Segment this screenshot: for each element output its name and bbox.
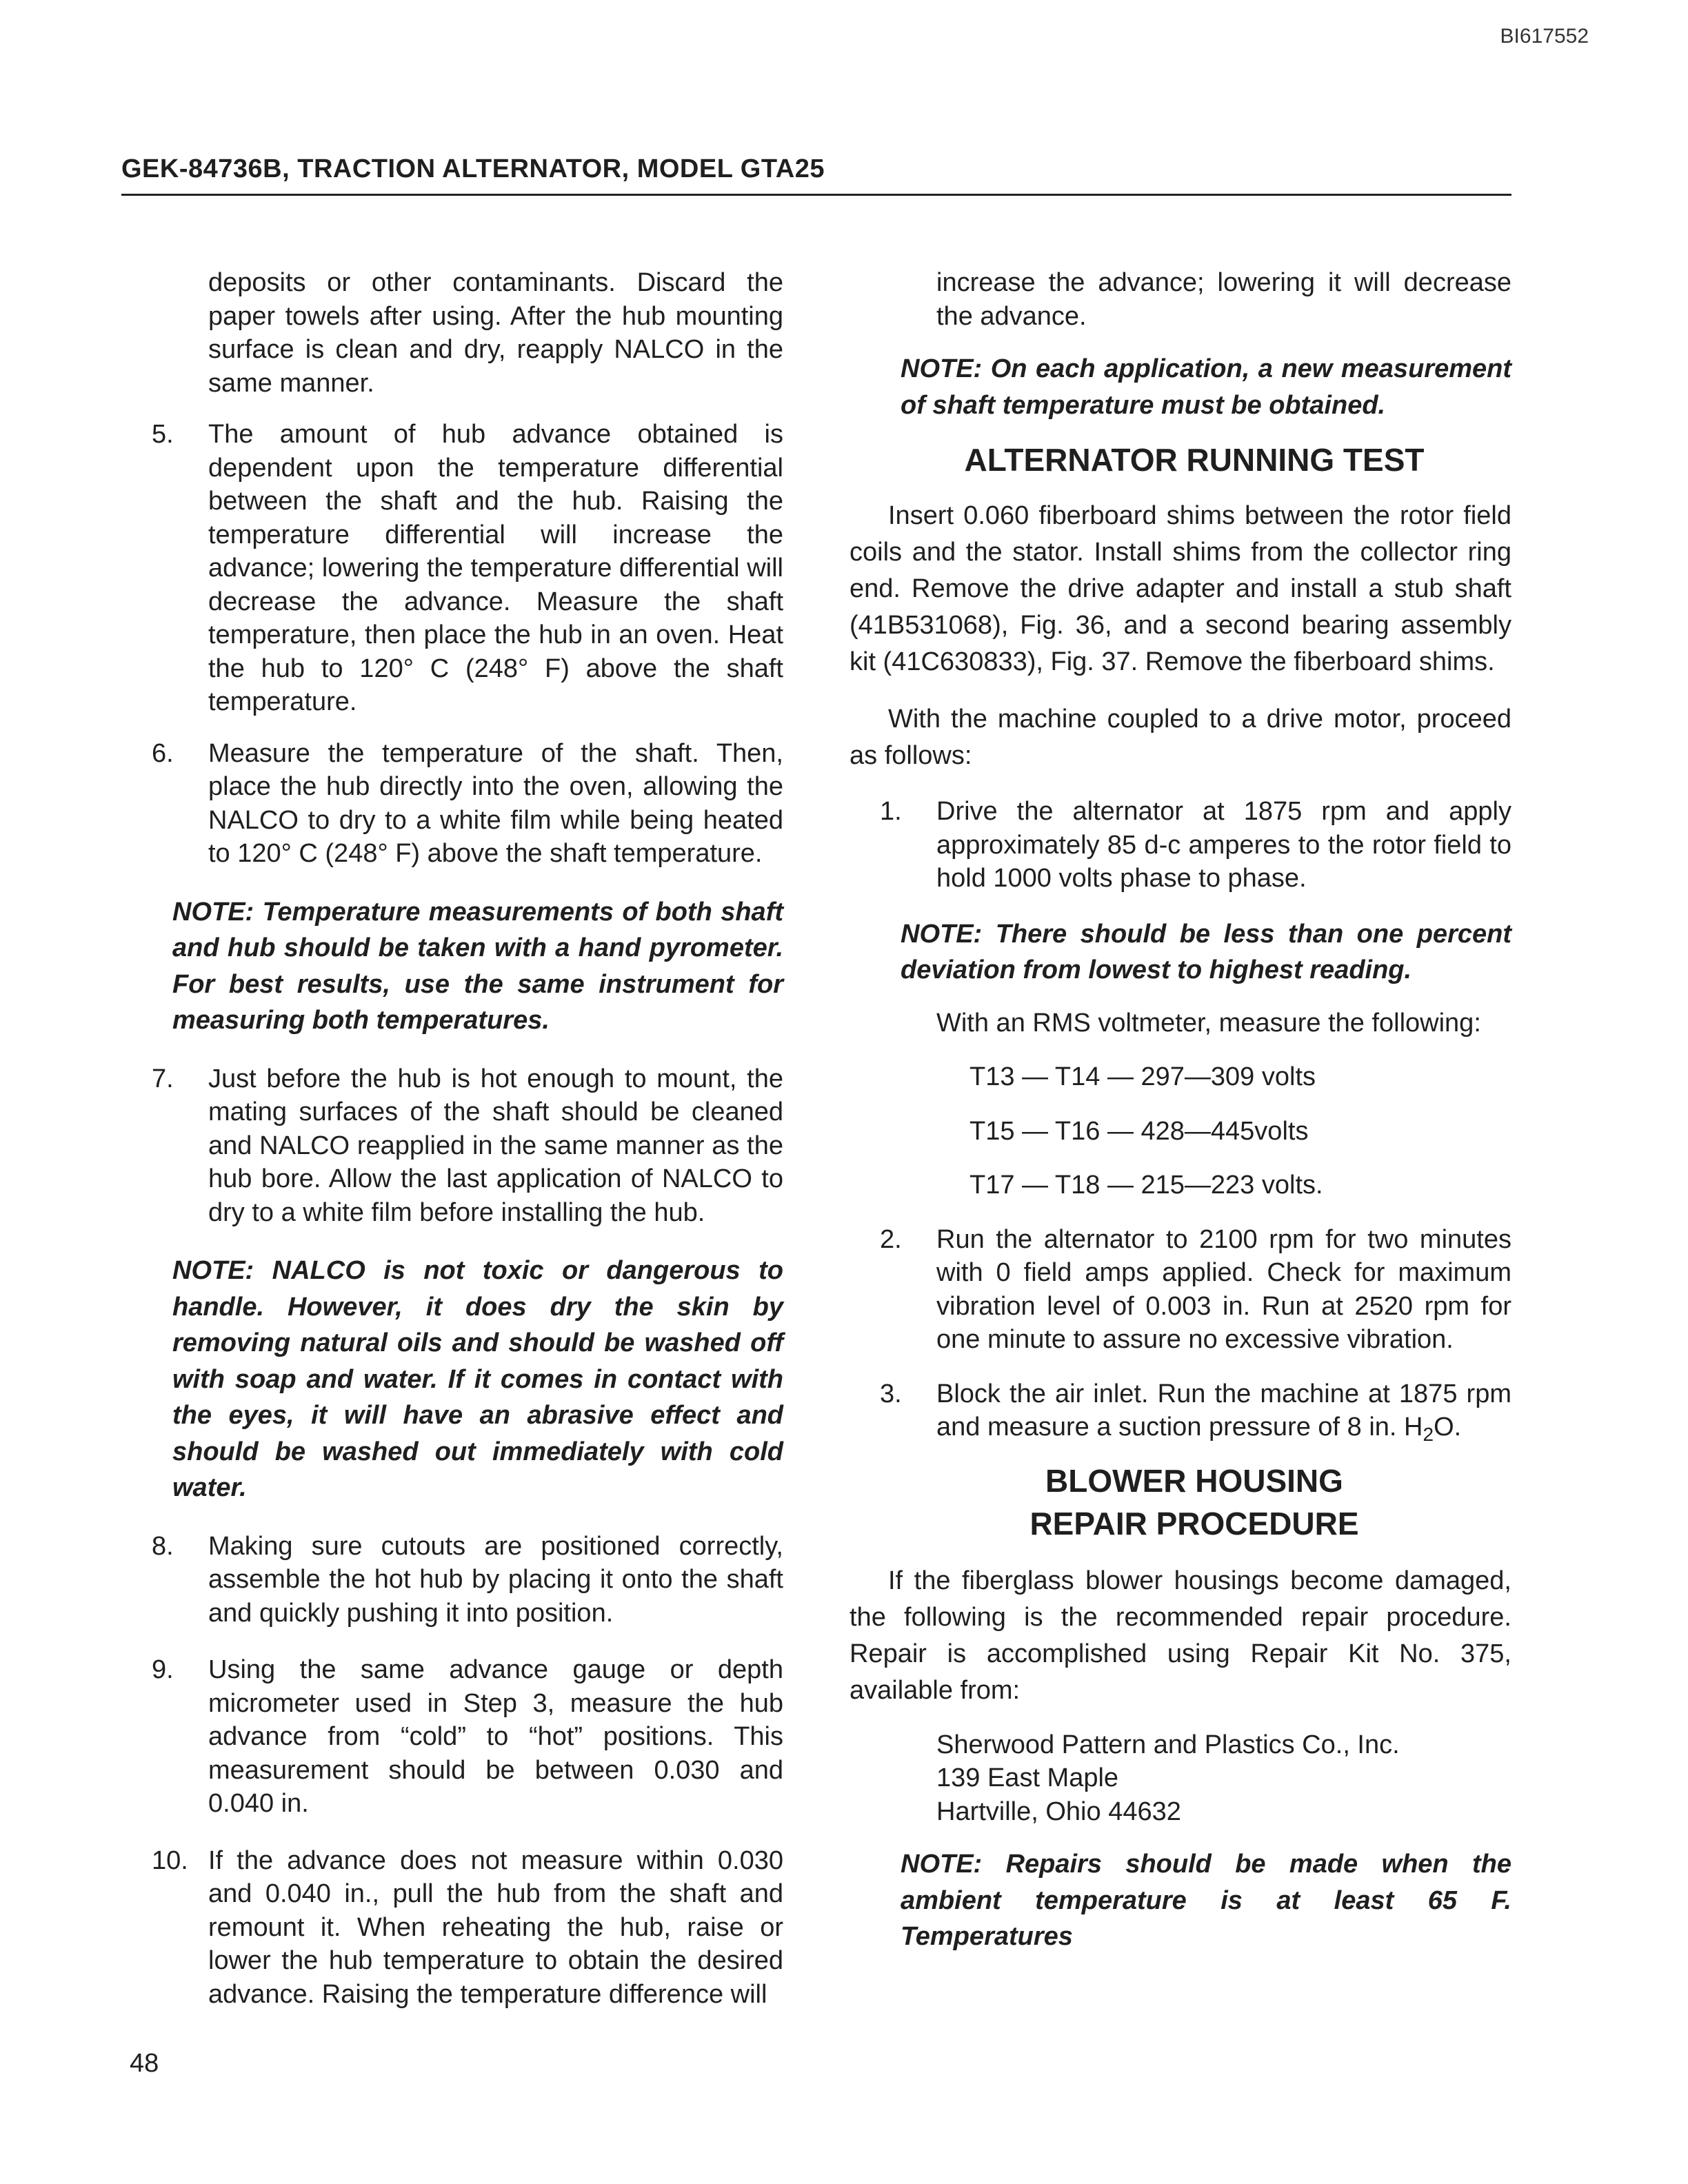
step-10 [121, 1844, 783, 2012]
reading-t15-t16: T15 — T16 — 428—445volts [969, 1116, 1309, 1146]
left-column [121, 266, 783, 2011]
step-text: The amount of hub advance obtained is dependent upon the temperature differential between the shaft and the hub. Raising the temperature differential will increase the advance; lowering the temperature differential will decrease the advance. Measure the shaft temperature, then place the hub in an oven. Heat the hub to 120° C (248° F) above the shaft temperature. [208, 420, 783, 716]
step-number: 2. [880, 1224, 902, 1254]
step-number: 10. [152, 1846, 188, 1875]
step-number: 7. [152, 1064, 174, 1093]
paragraph-repair: If the fiberglass blower housings become damaged, the following is the recommended repair procedure. Repair is accomplished using Repair Kit No. 375, available from: [850, 1566, 1511, 1705]
step-7 [121, 1062, 783, 1230]
step-3 [850, 1377, 1511, 1444]
paragraph-shims: Insert 0.060 fiberboard shims between the rotor field coils and the stator. Install shims from the collector ring end. Remove the drive adapter and install a stub shaft (41B531068), Fig. 36, and a second bearing assembly kit (41C630833), Fig. 37. Remove the fiberboard shims. [850, 501, 1511, 676]
step-text: Just before the hub is hot enough to mount, the mating surfaces of the shaft should be cleaned and NALCO reapplied in the same manner as the hub bore. Allow the last application of NALCO to dry to a white film before installing the hub. [208, 1064, 783, 1227]
section-heading-blower [850, 1459, 1511, 1545]
step-number: 1. [880, 797, 902, 826]
heading-line-1: BLOWER HOUSING [1045, 1462, 1343, 1499]
address-line: Hartville, Ohio 44632 [936, 1797, 1181, 1826]
rms-intro: With an RMS voltmeter, measure the following: [936, 1008, 1481, 1038]
step-number: 6. [152, 738, 174, 768]
step-text [936, 1379, 1511, 1445]
note-measurement: NOTE: On each application, a new measurement of shaft temperature must be obtained. [901, 354, 1511, 420]
step-5 [121, 418, 783, 719]
address-line: Sherwood Pattern and Plastics Co., Inc. [936, 1730, 1400, 1759]
header-title: GEK-84736B, TRACTION ALTERNATOR, MODEL GTA25 [121, 154, 1511, 196]
heading-line-2: REPAIR PROCEDURE [1029, 1505, 1359, 1541]
note-deviation: NOTE: There should be less than one percent deviation from lowest to highest reading. [901, 919, 1511, 984]
step-8 [121, 1530, 783, 1630]
step-number: 5. [152, 420, 174, 449]
note-temperature: NOTE: Temperature measurements of both shaft and hub should be taken with a hand pyrometer. For best results, use the same instrument for measuring both temperatures. [172, 897, 783, 1035]
step-9 [121, 1653, 783, 1821]
paragraph-proceed: With the machine coupled to a drive motor, proceed as follows: [850, 705, 1511, 770]
reading-t13-t14: T13 — T14 — 297—309 volts [969, 1062, 1316, 1091]
continued-paragraph: increase the advance; lowering it will decrease the advance. [936, 268, 1511, 331]
note-ambient: NOTE: Repairs should be made when the ambient temperature is at least 65 F. Temperatures [901, 1850, 1511, 1951]
step-number: 8. [152, 1531, 174, 1561]
step-text-b: O. [1434, 1413, 1462, 1442]
page-number: 48 [130, 2049, 159, 2078]
reading-t17-t18: T17 — T18 — 215—223 volts. [969, 1171, 1323, 1200]
page-header [121, 154, 1511, 196]
step-number: 3. [880, 1379, 902, 1408]
right-column [850, 266, 1511, 1955]
address-block [850, 1728, 1511, 1829]
continued-paragraph: deposits or other contaminants. Discard the paper towels after using. After the hub mounting surface is clean and dry, reapply NALCO in the same manner. [208, 268, 783, 398]
step-text: Using the same advance gauge or depth micrometer used in Step 3, measure the hub advance from “cold” to “hot” positions. This measurement should be between 0.030 and 0.040 in. [208, 1655, 783, 1818]
step-1 [850, 795, 1511, 896]
step-text: Drive the alternator at 1875 rpm and apply approximately 85 d-c amperes to the rotor field to hold 1000 volts phase to phase. [936, 797, 1511, 893]
step-text: Measure the temperature of the shaft. Then, place the hub directly into the oven, allowing the NALCO to dry to a white film while being heated to 120° C (248° F) above the shaft temperature. [208, 738, 783, 868]
step-6 [121, 737, 783, 871]
step-text: Making sure cutouts are positioned correctly, assemble the hot hub by placing it onto the shaft and quickly pushing it into position. [208, 1531, 783, 1628]
subscript-2: 2 [1423, 1424, 1434, 1445]
note-nalco: NOTE: NALCO is not toxic or dangerous to handle. However, it does dry the skin by removing natural oils and should be washed off with soap and water. If it comes in contact with the eyes, it will have an abrasive effect and should be washed out immediately with cold water. [172, 1256, 783, 1502]
step-number: 9. [152, 1655, 174, 1684]
section-heading-running-test: ALTERNATOR RUNNING TEST [964, 442, 1425, 478]
step-text: If the advance does not measure within 0.030 and 0.040 in., pull the hub from the shaft and remount it. When reheating the hub, raise or lower the hub temperature to obtain the desired advance. Raising the temperature difference will [208, 1846, 783, 2009]
address-line: 139 East Maple [936, 1763, 1119, 1792]
step-2 [850, 1223, 1511, 1357]
document-id: BI617552 [1500, 25, 1589, 48]
step-text-a: Block the air inlet. Run the machine at 1875 rpm and measure a suction pressure of 8 in. H [936, 1379, 1511, 1442]
step-text: Run the alternator to 2100 rpm for two minutes with 0 field amps applied. Check for maximum vibration level of 0.003 in. Run at 2520 rpm for one minute to assure no excessive vibration. [936, 1224, 1511, 1354]
